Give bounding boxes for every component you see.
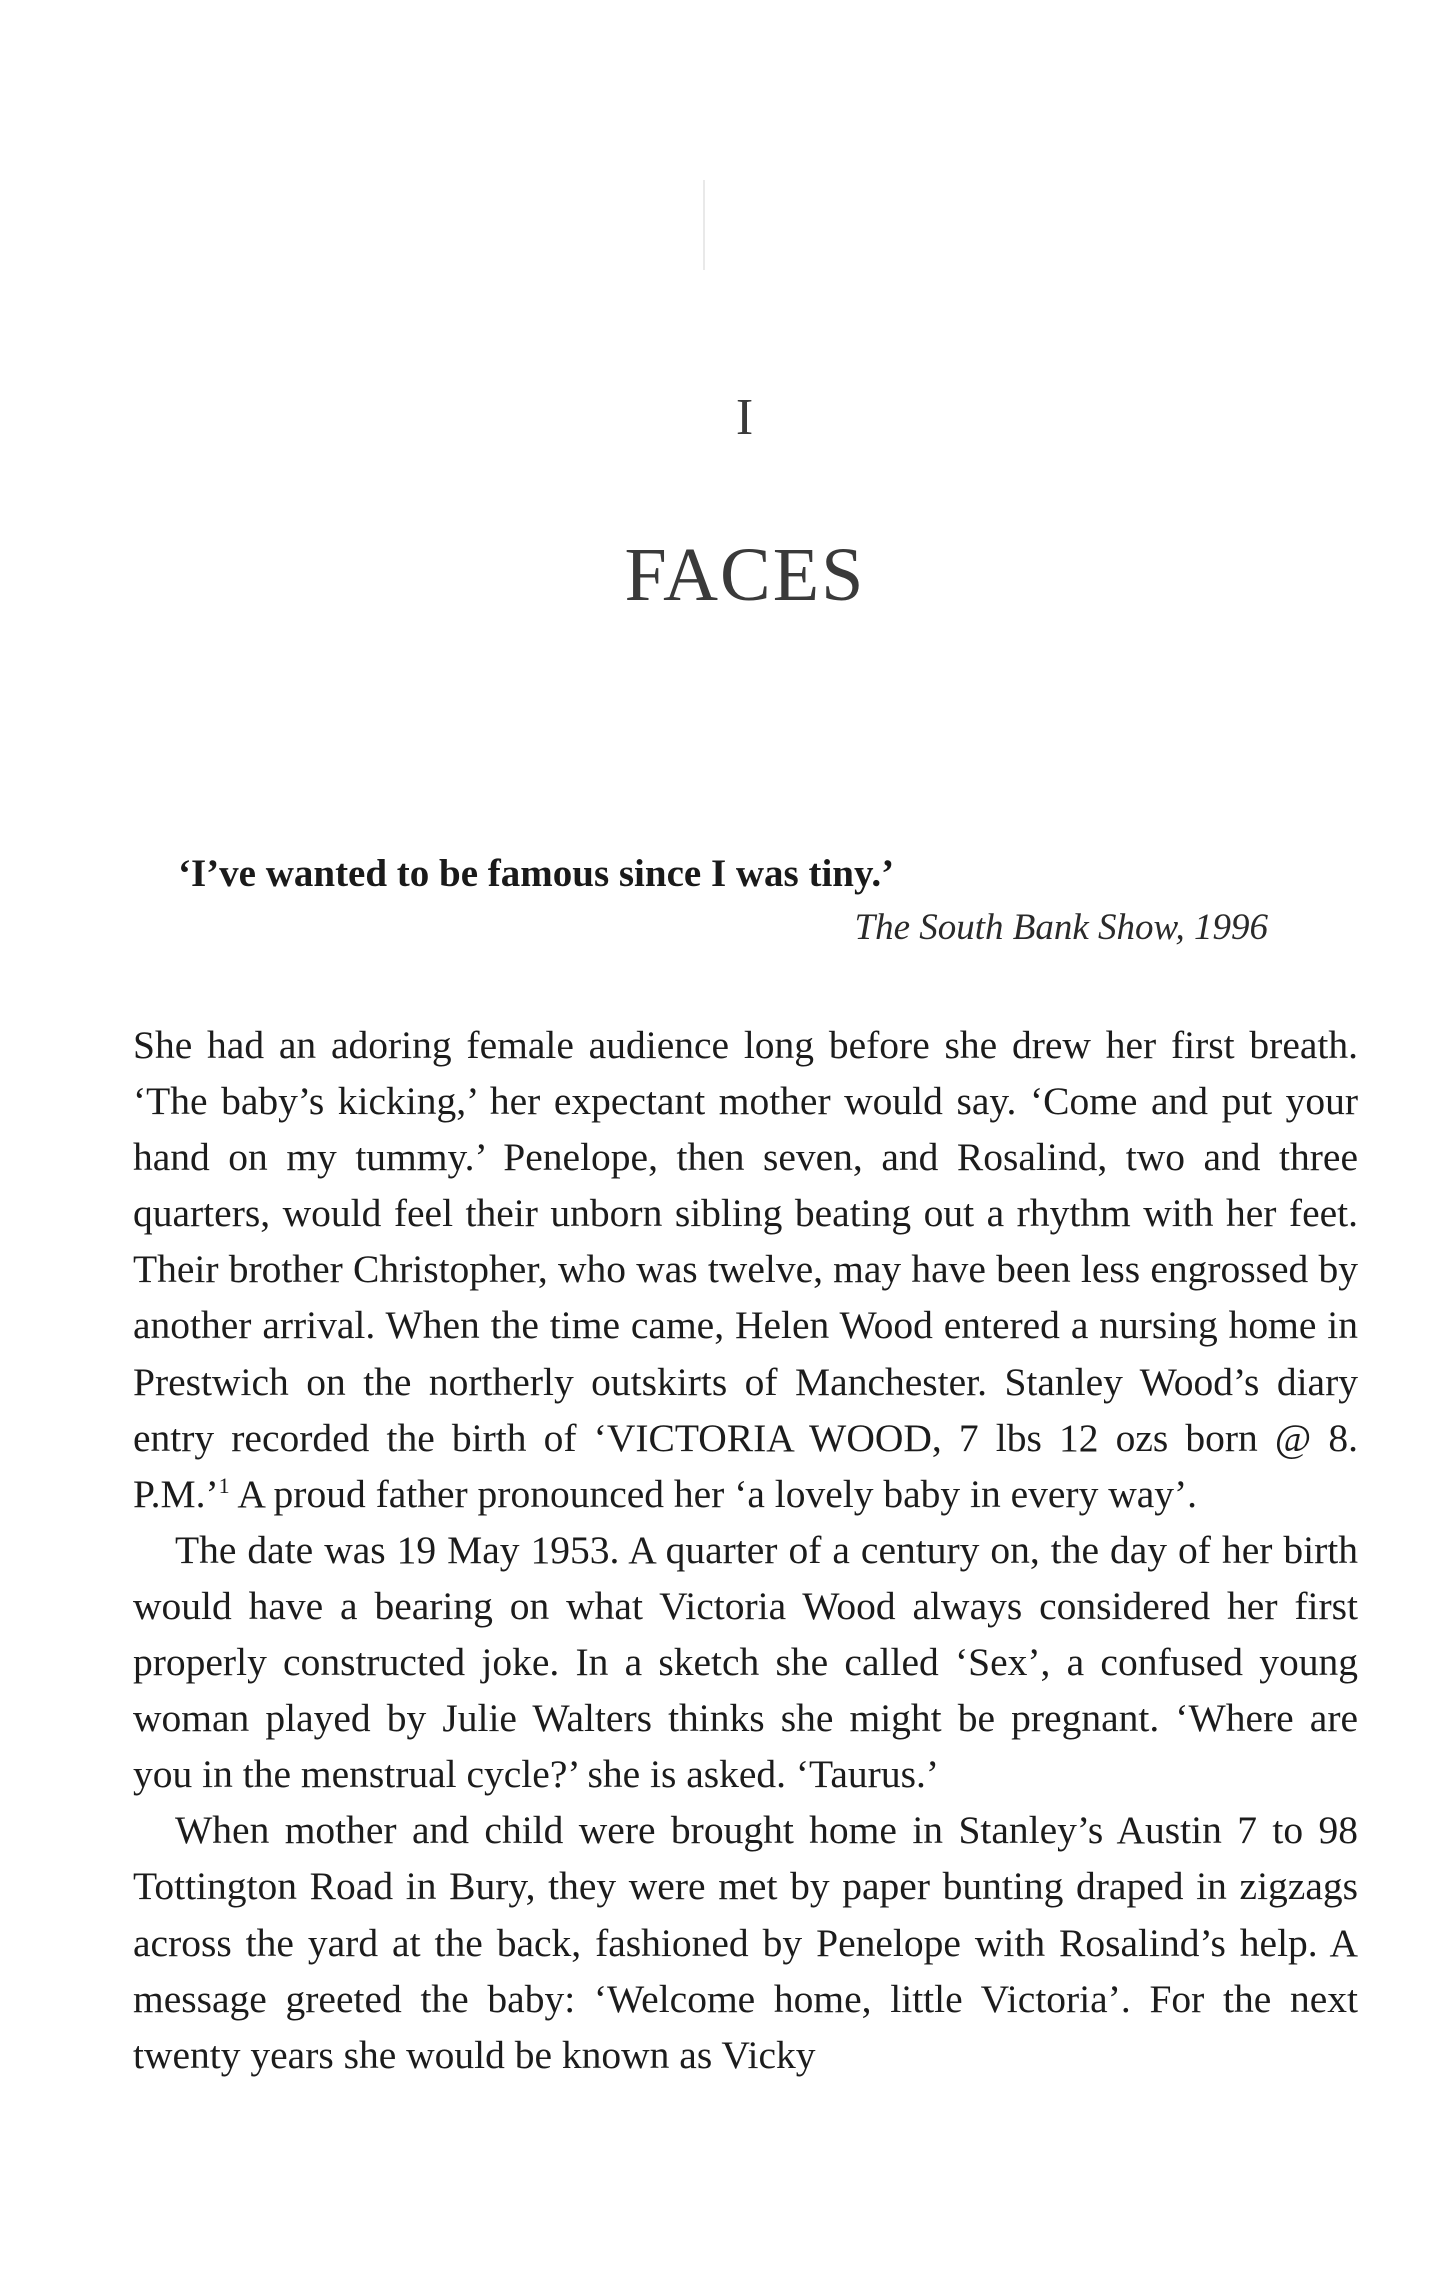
- footnote-marker: 1: [218, 1472, 230, 1498]
- epigraph-quote: ‘I’ve wanted to be famous since I was tiny.’: [178, 852, 895, 895]
- epigraph: [178, 846, 1268, 956]
- paragraph: The date was 19 May 1953. A quarter of a century on, the day of her birth would have a bearing on what Victoria Wood always considered her first properly constructed joke. In a sketch she called ‘Sex’, a confused young woman played by Julie Walters thinks she might be pregnant. ‘Where are you in the menstrual cycle?’ she is asked. ‘Taurus.’: [133, 1527, 1358, 1797]
- paragraph: When mother and child were brought home in Stanley’s Austin 7 to 98 Tottington Road in Bury, they were met by paper bunting draped in zigzags across the yard at the back, fashioned by Penelope with Rosalind’s help. A message greeted the baby: ‘Welcome home, little Victoria’. For the next twenty years she would be known as Vicky: [133, 1808, 1358, 2077]
- epigraph-source-title: The South Bank Show: [854, 907, 1176, 948]
- scan-artifact: [703, 180, 705, 270]
- paragraph-text: She had an adoring female audience long before she drew her first breath. ‘The baby’s kicking,’ her expectant mother would say. ‘Come and put your hand on my tummy.’ Penelope, then seven, and Rosalind, two and three quarters, would feel their unborn sibling beating out a rhythm with her feet. Their brother Christopher, who was twelve, may have been less engrossed by another arrival. When the time came, Helen Wood entered a nursing home in Prestwich on the northerly outskirts of Manchester. Stanley Wood’s diary entry recorded the birth of ‘VICTORIA WOOD, 7 lbs 12 ozs born @ 8. P.M.’: [133, 1023, 1358, 1516]
- body-text: [133, 1017, 1358, 2083]
- chapter-number: I: [735, 389, 755, 446]
- epigraph-source: [178, 900, 1268, 956]
- epigraph-source-year: , 1996: [1175, 907, 1268, 948]
- paragraph-text-tail: A proud father pronounced her ‘a lovely baby in every way’.: [229, 1471, 1198, 1516]
- paragraph: [133, 1017, 1358, 1522]
- chapter-title: FACES: [624, 533, 866, 617]
